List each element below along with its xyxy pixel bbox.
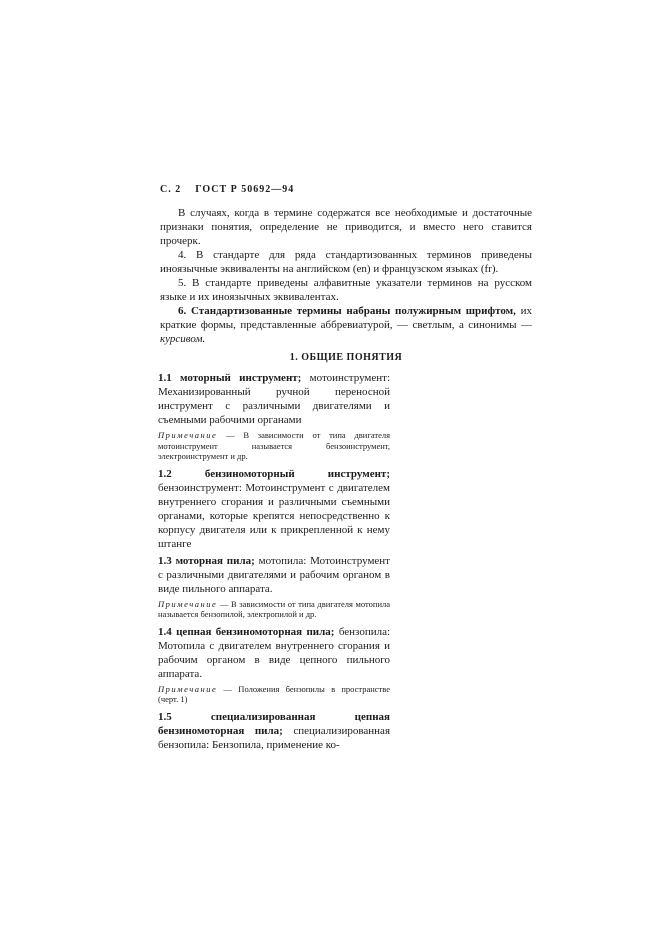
term-name: цепная бензиномоторная пила; [176,625,335,638]
term-number: 1.4 [158,625,172,638]
term-entry-1-3 [158,554,390,620]
standard-number: ГОСТ Р 50692—94 [195,184,295,195]
term-synonym: бензоинструмент: [158,481,242,494]
intro-text [160,206,532,346]
intro-paragraph-2: 4. В стандарте для ряда стандартизованных терминов приведены иноязычные эквиваленты на английском (en) и французском языках (fr). [160,249,532,275]
term-text: Мотоинструмент с двигателем внутреннего сгорания и различными съемными органами, которые крепятся непосредственно к корпусу двигателя или к прикрепленной к нему штанге [158,481,391,550]
term-number: 1.5 [158,710,172,723]
term-definition [158,554,390,596]
note-text: — В зависимости от типа двигателя мотопила называется бензопилой, электропилой и др. [158,598,391,619]
term-definition [158,710,390,752]
terms-list [158,371,390,755]
term-note [158,599,390,620]
term-definition [158,371,390,427]
term-name: специализированная цепная бензиномоторная пила; [158,710,390,737]
term-number: 1.2 [158,467,172,480]
term-note [158,430,390,462]
intro-p4-italic: курсивом. [160,333,206,345]
intro-p4-rest: их краткие формы, представленные аббревиатурой, — светлым, а синонимы — [160,305,533,331]
intro-paragraph-1: В случаях, когда в термине содержатся все необходимые и достаточные признаки понятия, определение не приводится, и вместо него ставится прочерк. [160,207,532,247]
note-text: — В зависимости от типа двигателя мотоинструмент называется бензоинструмент, электроинструмент и др. [158,430,391,461]
term-entry-1-4 [158,625,390,705]
term-definition [158,625,390,681]
note-label: Примечание [158,683,218,694]
page-number: С. 2 [160,184,182,195]
term-synonym: специализированная бензопила: [158,724,391,751]
section-title: 1. ОБЩИЕ ПОНЯТИЯ [289,352,403,363]
term-synonym: мотопила: [258,554,307,567]
term-name: бензиномоторный инструмент; [204,467,390,480]
note-label: Примечание [158,430,218,440]
page-header [160,184,294,195]
note-text: — Положения бензопилы в пространстве (черт. 1) [158,683,390,704]
term-entry-1-2 [158,467,390,551]
term-name: моторная пила; [175,554,255,567]
term-synonym: бензопила: [338,625,391,638]
term-text: Мотоинструмент с различными двигателями и рабочим органом в виде пильного аппарата. [158,554,390,595]
intro-paragraph-4 [160,304,532,346]
term-text: Механизированный ручной переносной инструмент с различными двигателями и съемными рабочими органами [158,386,390,426]
intro-paragraph-3: 5. В стандарте приведены алфавитные указатели терминов на русском языке и их иноязычных эквивалентах. [160,277,532,303]
term-entry-1-1 [158,371,390,462]
term-number: 1.3 [158,554,172,567]
term-text: Бензопила, применение ко- [211,738,340,751]
term-definition [158,467,390,551]
intro-p4-bold: 6. Стандартизованные термины набраны полужирным шрифтом, [178,305,516,317]
term-entry-1-5 [158,710,390,752]
term-synonym: мотоинструмент: [309,372,391,384]
term-text: Мотопила с двигателем внутреннего сгорания и рабочим органом в виде цепного пильного аппарата. [158,639,390,680]
term-note [158,684,390,705]
note-label: Примечание [158,598,218,609]
term-number: 1.1 [158,372,172,384]
term-name: моторный инструмент; [180,372,302,384]
